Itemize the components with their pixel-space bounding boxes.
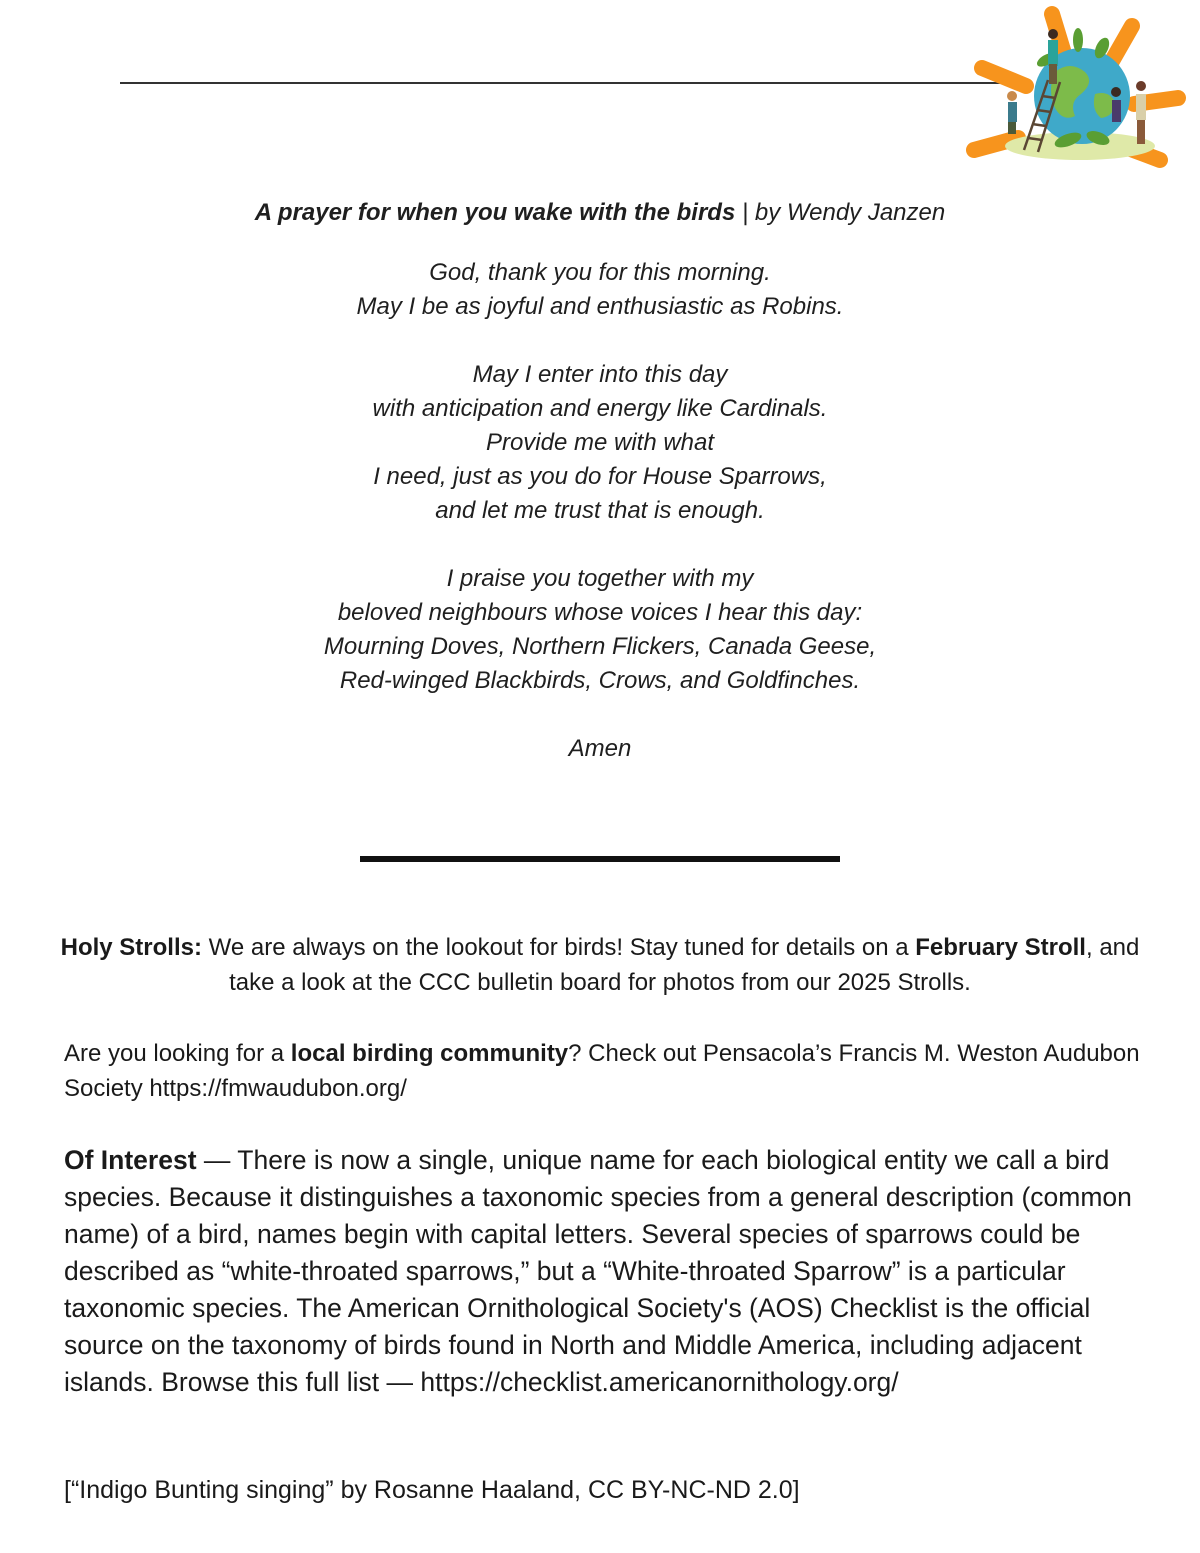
- poem-stanza-2: [0, 358, 1200, 528]
- poem-line: Provide me with what: [485, 429, 715, 456]
- sun-ray: [982, 68, 1026, 86]
- poem-title: [0, 196, 1200, 230]
- earth-volunteers-illustration-icon: [960, 2, 1190, 174]
- birding-community-paragraph: [64, 1036, 1154, 1106]
- photo-credit: [“Indigo Bunting singing” by Rosanne Haaland, CC BY-NC-ND 2.0]: [64, 1476, 800, 1504]
- of-interest-paragraph: [64, 1142, 1154, 1401]
- audubon-link[interactable]: https://fmwaudubon.org/: [149, 1075, 407, 1102]
- poem-line: with anticipation and energy like Cardinals.: [372, 395, 828, 422]
- birding-text: Are you looking for a: [64, 1040, 291, 1067]
- poem-byline: by Wendy Janzen: [754, 199, 946, 226]
- holy-strolls-paragraph: [60, 930, 1140, 1000]
- holy-strolls-label: Holy Strolls:: [60, 934, 202, 961]
- poem-line: Red-winged Blackbirds, Crows, and Goldfinches.: [339, 667, 861, 694]
- aos-checklist-link[interactable]: https://checklist.americanornithology.org/: [420, 1367, 899, 1397]
- february-stroll-label: February Stroll: [915, 934, 1086, 961]
- poem-stanza-3: [0, 562, 1200, 698]
- holy-strolls-text-2: , and take a look at the CCC bulletin board for photos from our 2025 Strolls.: [229, 934, 1140, 996]
- poem-line: and let me trust that is enough.: [435, 497, 765, 524]
- of-interest-text: — There is now a single, unique name for each biological entity we call a bird species. Because it distinguishes a taxonomic species from a general description (common name) of a bird, names begin with capital letters. Several species of sparrows could be described as “white-throated sparrows,” but a “White-throated Sparrow” is a particular taxonomic species. The American Ornithological Society's (AOS) Checklist is the official source on the taxonomy of birds found in North and Middle America, including adjacent islands. Browse this full list —: [64, 1145, 1132, 1397]
- section-divider: [360, 856, 840, 862]
- birding-text-2: ? Check out Pensacola’s Francis M. Weston Audubon Society: [64, 1040, 1140, 1102]
- poem-line: May I be as joyful and enthusiastic as Robins.: [356, 293, 844, 320]
- poem-title-text: A prayer for when you wake with the birds: [254, 199, 736, 226]
- poem-line: Mourning Doves, Northern Flickers, Canada Geese,: [323, 633, 877, 660]
- poem-line: God, thank you for this morning.: [429, 259, 771, 286]
- poem-stanza-1: [0, 256, 1200, 324]
- local-birding-community-label: local birding community: [290, 1040, 569, 1067]
- poem-line: I praise you together with my: [446, 565, 754, 592]
- poem-closing: Amen: [568, 735, 632, 762]
- poem-line: May I enter into this day: [472, 361, 728, 388]
- of-interest-label: Of Interest: [64, 1145, 197, 1175]
- poem-line: I need, just as you do for House Sparrows,: [373, 463, 827, 490]
- prayer-poem: [0, 196, 1200, 766]
- poem-line: beloved neighbours whose voices I hear this day:: [337, 599, 863, 626]
- title-separator: |: [735, 199, 755, 226]
- holy-strolls-text: We are always on the lookout for birds! Stay tuned for details on a: [201, 934, 916, 961]
- header-divider: [120, 82, 1000, 84]
